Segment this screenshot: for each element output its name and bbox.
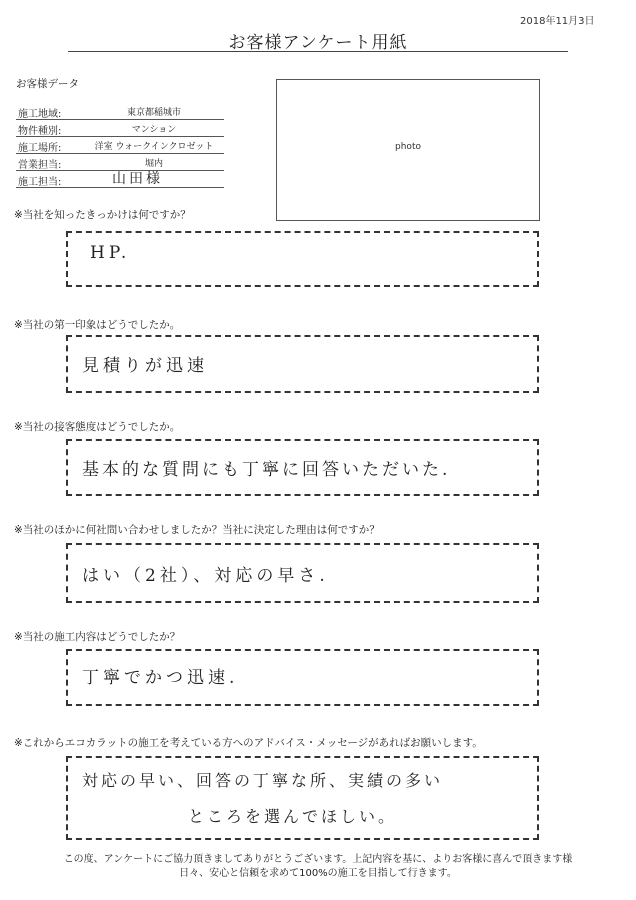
row-value: 洋室 ウォークインクロゼット	[94, 142, 214, 152]
closing-line-1: この度、アンケートにご協力頂きましてありがとうございます。上記内容を基に、よりお客様に喜んで頂きます様	[63, 854, 573, 865]
row-value-handwritten: 山田様	[112, 171, 163, 187]
row-label: 施工場所:	[18, 143, 62, 154]
question-1: ※当社を知ったきっかけは何ですか？	[14, 209, 191, 221]
answer-box-1	[66, 231, 539, 287]
row-value: 堀内	[144, 159, 163, 169]
customer-row-property-type	[16, 120, 224, 137]
survey-date: 2018年11月3日	[520, 16, 595, 27]
answer-box-3	[66, 439, 539, 496]
row-label: 施工地域:	[18, 109, 62, 120]
title-underline	[68, 51, 568, 52]
question-6: ※これからエコカラットの施工を考えている方へのアドバイス・メッセージがあればお願いします。	[14, 737, 483, 749]
customer-data-table	[16, 103, 224, 188]
answer-5: 丁寧でかつ迅速.	[82, 668, 239, 688]
answer-box-6	[66, 756, 539, 840]
customer-row-location	[16, 137, 224, 154]
row-label: 施工担当:	[18, 177, 62, 188]
row-value: マンション	[131, 125, 177, 135]
answer-6-line-2: ところを選んでほしい。	[188, 807, 398, 826]
customer-row-area	[16, 103, 224, 120]
customer-row-installer	[16, 171, 224, 188]
question-2: ※当社の第一印象はどうでしたか。	[14, 319, 181, 331]
row-value: 東京都稲城市	[126, 108, 181, 118]
customer-data-heading: お客様データ	[16, 78, 79, 90]
closing-line-2: 日々、安心と信頼を求めて100%の施工を目指して行きます。	[179, 868, 457, 879]
answer-box-2	[66, 335, 539, 393]
question-5: ※当社の施工内容はどうでしたか？	[14, 631, 181, 643]
question-3: ※当社の接客態度はどうでしたか。	[14, 421, 181, 433]
page-title: お客様アンケート用紙	[228, 33, 408, 53]
row-label: 物件種別:	[18, 126, 62, 137]
answer-box-5	[66, 649, 539, 706]
answer-4: はい（2社）、対応の早さ.	[82, 566, 329, 586]
question-4: ※当社のほかに何社問い合わせしましたか？当社に決定した理由は何ですか？	[14, 524, 380, 536]
answer-6-line-1: 対応の早い、回答の丁寧な所、実績の多い	[82, 771, 444, 790]
photo-placeholder	[276, 79, 540, 221]
answer-3: 基本的な質問にも丁寧に回答いただいた.	[82, 460, 451, 480]
photo-label: photo	[395, 142, 421, 152]
row-label: 営業担当:	[18, 160, 62, 171]
answer-2: 見積りが迅速	[82, 356, 208, 376]
answer-box-4	[66, 543, 539, 603]
answer-1: HP.	[90, 243, 131, 263]
